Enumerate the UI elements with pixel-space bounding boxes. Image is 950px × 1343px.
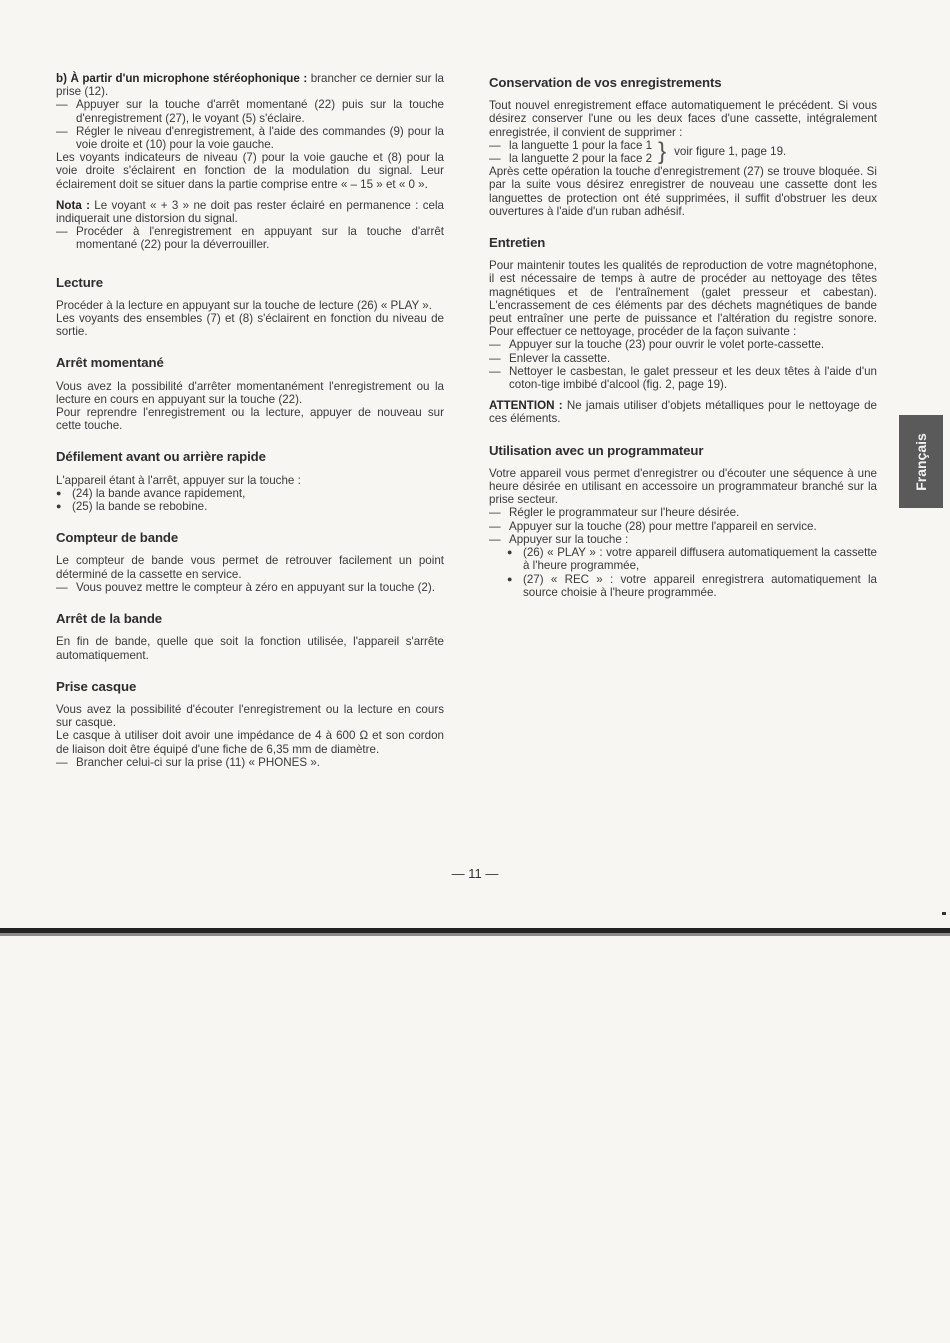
list-item-text: la languette 1 pour la face 1 <box>509 138 653 152</box>
paragraph: Votre appareil vous permet d'enregistrer ou d'écouter une séquence à une heure désirée en utilisant en accessoire un programmateur branché sur la prise secteur. <box>489 466 877 507</box>
paragraph: Vous avez la possibilité d'arrêter momentanément l'enregistrement ou la lecture en cours en appuyant sur la touche (22). <box>56 379 444 406</box>
section-title: Utilisation avec un programmateur <box>489 442 704 458</box>
dash-marker: — <box>489 364 501 378</box>
language-tab <box>899 415 943 508</box>
list-item <box>56 756 444 769</box>
list-item <box>56 225 444 251</box>
bullet-text: (24) la bande avance rapidement, <box>72 486 246 500</box>
list-item-text: Appuyer sur la touche (23) pour ouvrir le volet porte-cassette. <box>509 338 825 352</box>
list-item-text: Brancher celui-ci sur la prise (11) « PHONES ». <box>76 755 320 769</box>
intro-lead-text: brancher ce dernier sur la prise (12). <box>56 72 444 99</box>
attention-paragraph <box>489 399 877 425</box>
bullet-item <box>507 546 877 572</box>
bullet-item <box>507 573 877 599</box>
note-paragraph <box>56 199 444 225</box>
bullet-text: (26) « PLAY » : votre appareil diffusera automatiquement la cassette à l'heure programmée, <box>523 546 877 573</box>
section-compteur <box>56 531 444 594</box>
list-item <box>489 352 877 365</box>
paragraph: Vous avez la possibilité d'écouter l'enregistrement ou la lecture en cours sur casque. <box>56 702 444 730</box>
sub-list <box>489 546 877 599</box>
bullet-item <box>56 487 444 500</box>
paragraph: Procéder à la lecture en appuyant sur la touche de lecture (26) « PLAY ». <box>56 298 432 312</box>
section-title: Arrêt de la bande <box>56 611 163 627</box>
section-lecture <box>56 276 444 339</box>
brace-glyph: } <box>658 138 667 166</box>
note-text: Le voyant « + 3 » ne doit pas rester éclairé en permanence : cela indiquerait une distorsion du signal. <box>56 198 444 226</box>
dash-marker: — <box>489 351 501 365</box>
page-number: — 11 — <box>451 866 499 881</box>
list-item-text: Appuyer sur la touche d'arrêt momentané (22) puis sur la touche d'enregistrement (27), le voyant (5) s'éclaire. <box>76 98 444 125</box>
section-arret-bande <box>56 612 444 662</box>
dash-marker: — <box>489 338 501 352</box>
scan-edge-shadow <box>0 933 950 936</box>
list-item <box>56 98 444 124</box>
section-title: Lecture <box>56 274 103 290</box>
list-item <box>489 506 877 519</box>
paragraph: En fin de bande, quelle que soit la fonction utilisée, l'appareil s'arrête automatiquement. <box>56 635 444 662</box>
list-item-text: la languette 2 pour la face 2 <box>509 152 653 166</box>
dash-marker: — <box>56 225 68 239</box>
intro-lead-label: b) À partir d'un microphone stéréophonique : <box>56 72 308 85</box>
list-item-text: Régler le niveau d'enregistrement, à l'aide des commandes (9) pour la voie droite et (10) pour la voie gauche. <box>76 124 444 152</box>
bullet-marker: ● <box>507 547 513 558</box>
list-item-text: Enlever la cassette. <box>509 351 611 365</box>
dash-marker: — <box>56 755 68 769</box>
section-conservation <box>489 76 877 218</box>
list-item <box>489 139 652 152</box>
section-title: Conservation de vos enregistrements <box>489 75 722 90</box>
bullet-marker: ● <box>56 501 62 512</box>
section-title: Compteur de bande <box>56 530 179 546</box>
dash-marker: — <box>56 580 68 594</box>
dash-marker: — <box>489 152 501 166</box>
list-item <box>489 520 877 533</box>
bullet-item <box>56 500 444 513</box>
bullet-text: (25) la bande se rebobine. <box>72 500 208 514</box>
bullet-text: (27) « REC » : votre appareil enregistrera automatiquement la source choisie à l'heure programmée. <box>523 572 877 599</box>
dash-marker: — <box>56 124 68 138</box>
list-item <box>489 365 877 391</box>
section-casque <box>56 680 444 769</box>
margin-mark <box>942 912 946 915</box>
right-column <box>489 76 877 617</box>
dash-marker: — <box>489 138 501 152</box>
paragraph: Après cette opération la touche d'enregistrement (27) se trouve bloquée. Si par la suite vous désirez enregistrer de nouveau une cassette dont les languettes de protection ont été supprimées, il suffit d'obstruer les deux ouvertures à l'aide d'un ruban adhésif. <box>489 165 877 218</box>
paragraph: Le casque à utiliser doit avoir une impédance de 4 à 600 Ω et son cordon de liaison doit être équipé d'une fiche de 6,35 mm de diamètre. <box>56 729 444 756</box>
section-arret-momentane <box>56 356 444 432</box>
paragraph: Pour maintenir toutes les qualités de reproduction de votre magnétophone, il est nécessaire de temps à autre de procéder au nettoyage des têtes magnétiques et de l'entraînement (galet presseur et cabestan). L'encrassement de ces éléments par des déchets magnétiques de bande peut entraîner une perte de puissance et l'altération du registre sonore. Pour effectuer ce nettoyage, procéder de la façon suivante : <box>489 259 877 339</box>
dash-marker: — <box>489 519 501 533</box>
bullet-marker: ● <box>507 573 513 584</box>
list-item-text: Appuyer sur la touche : <box>509 532 629 546</box>
paragraph: Les voyants des ensembles (7) et (8) s'éclairent en fonction du niveau de sortie. <box>56 312 444 339</box>
bullet-marker: ● <box>56 487 62 498</box>
list-item <box>56 581 444 594</box>
section-microphone <box>56 72 444 252</box>
list-item <box>489 152 652 165</box>
dash-marker: — <box>489 532 501 546</box>
dash-marker: — <box>489 506 501 520</box>
attention-label: ATTENTION : <box>489 399 563 413</box>
level-paragraph: Les voyants indicateurs de niveau (7) pour la voie gauche et (8) pour la voie droite s'éclairent en fonction de la modulation du signal. Leur éclairement doit se situer dans la partie comprise entre « – 15 » et « 0 ». <box>56 151 444 191</box>
figure-reference: voir figure 1, page 19. <box>674 145 787 159</box>
intro-paragraph <box>56 72 444 98</box>
section-entretien <box>489 236 877 426</box>
list-item-text: Procéder à l'enregistrement en appuyant sur la touche d'arrêt momentané (22) pour la déverrouiller. <box>76 225 444 252</box>
list-item <box>489 338 877 351</box>
list-item-text: Régler le programmateur sur l'heure désirée. <box>509 506 740 520</box>
section-title: Arrêt momentané <box>56 355 164 371</box>
list-item <box>56 125 444 151</box>
section-title: Entretien <box>489 235 546 251</box>
languette-lines <box>489 139 652 165</box>
section-programmateur <box>489 444 877 599</box>
section-defilement <box>56 450 444 513</box>
paragraph: L'appareil étant à l'arrêt, appuyer sur la touche : <box>56 473 301 487</box>
languette-block <box>489 139 877 165</box>
dash-marker: — <box>56 98 68 112</box>
list-item-text: Vous pouvez mettre le compteur à zéro en appuyant sur la touche (2). <box>76 580 435 594</box>
attention-text: Ne jamais utiliser d'objets métalliques pour le nettoyage de ces éléments. <box>489 399 877 426</box>
section-title: Prise casque <box>56 678 137 694</box>
note-label: Nota : <box>56 198 90 212</box>
list-item <box>489 533 877 546</box>
list-item-text: Appuyer sur la touche (28) pour mettre l'appareil en service. <box>509 519 817 533</box>
left-column <box>56 72 444 787</box>
section-title: Défilement avant ou arrière rapide <box>56 449 266 465</box>
language-tab-label: Français <box>913 432 929 491</box>
paragraph: Le compteur de bande vous permet de retrouver facilement un point déterminé de la cassette en service. <box>56 554 444 581</box>
list-item-text: Nettoyer le casbestan, le galet presseur et les deux têtes à l'aide d'un coton-tige imbibé d'alcool (fig. 2, page 19). <box>509 364 877 392</box>
paragraph: Pour reprendre l'enregistrement ou la lecture, appuyer de nouveau sur cette touche. <box>56 406 444 433</box>
paragraph: Tout nouvel enregistrement efface automatiquement le précédent. Si vous désirez conserver l'une ou les deux faces d'une cassette, intégralement enregistrée, il convient de supprimer : <box>489 99 877 139</box>
